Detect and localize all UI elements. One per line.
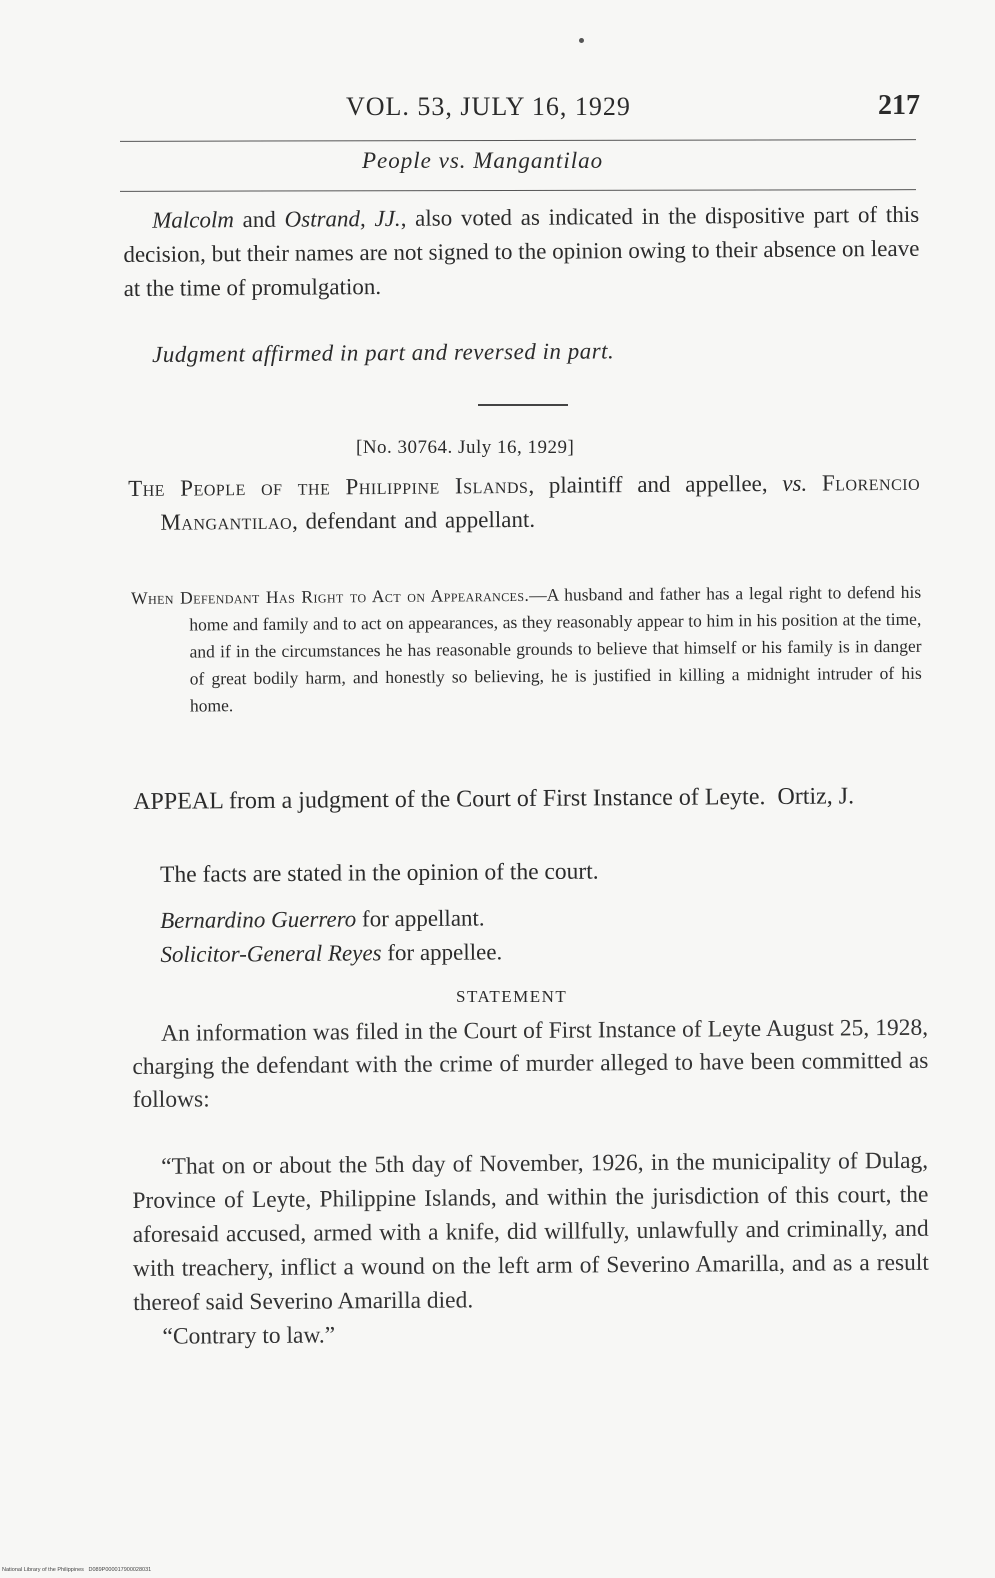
header-rule-top	[120, 139, 916, 142]
conjunction: and	[233, 206, 285, 233]
scan-code: D089P000017900028031	[88, 1567, 152, 1573]
statement-intro	[132, 1012, 929, 1117]
justice-name: Ostrand, JJ.	[284, 205, 401, 232]
appellant-counsel-name: Bernardino Guerrero	[160, 906, 357, 933]
syllabus	[131, 579, 922, 720]
quote-closing: “Contrary to law.”	[162, 1322, 336, 1350]
syllabus-text: —A husband and father has a legal right to defend his home and family and to act on appearances, as they reasonably appear to him in his position at the time, and if in the circumstances he has reasonable grounds to believe that himself or his family is in danger of great bodily harm, and honestly so believing, he is justified in killing a midnight intruder of his home.	[189, 581, 922, 716]
section-divider	[478, 404, 568, 406]
judgment-line: Judgment affirmed in part and reversed in part.	[152, 338, 615, 367]
appellant-counsel-role: for appellant.	[356, 905, 485, 932]
running-head	[120, 90, 920, 130]
plaintiff-name: The People of the Philippine Islands	[128, 472, 529, 501]
defendant-role: , defendant and appellant.	[292, 506, 536, 534]
information-quote	[132, 1144, 930, 1354]
case-number: [No. 30764. July 16, 1929]	[356, 437, 575, 458]
page-number: 217	[878, 90, 920, 121]
facts-line: The facts are stated in the opinion of the court.	[160, 858, 599, 888]
previous-case-text: , also voted as indicated in the dispositive part of this decision, but their names are not signed to the opinion owing to their absence on leave at the time of promulgation.	[123, 201, 920, 301]
running-title: VOL. 53, JULY 16, 1929	[346, 92, 631, 121]
plaintiff-role: , plaintiff and appellee,	[528, 470, 783, 498]
versus: vs.	[782, 470, 808, 496]
counsel-appellant	[160, 901, 502, 938]
case-caption: People vs. Mangantilao	[362, 148, 604, 173]
counsel	[160, 901, 502, 972]
appeal-line	[133, 779, 925, 819]
header-rule-bottom	[120, 189, 916, 192]
statement-heading: STATEMENT	[456, 987, 568, 1006]
appellee-counsel-name: Solicitor-General Reyes	[160, 940, 382, 967]
library-name: National Library of the Philippines	[2, 1567, 84, 1573]
counsel-appellee	[160, 935, 502, 972]
syllabus-heading: When Defendant Has Right to Act on Appearances.	[131, 584, 530, 608]
case-parties	[128, 466, 921, 540]
statement-intro-paragraph: An information was filed in the Court of First Instance of Leyte August 25, 1928, charging the defendant with the crime of murder alleged to have been committed as follows:	[132, 1014, 929, 1113]
justice-name: Malcolm	[152, 207, 234, 233]
scan-footer	[2, 1567, 151, 1573]
quote-paragraph: “That on or about the 5th day of November, 1926, in the municipality of Dulag, Province of Leyte, Philippine Islands, and within the jurisdiction of this court, the aforesaid accused, armed with a knife, did willfully, unlawfully and criminally, and with treachery, inflict a wound on the left arm of Severino Amarilla, and as a result thereof said Severino Amarilla died.	[132, 1147, 930, 1316]
appeal-text: APPEAL from a judgment of the Court of First Instance of Leyte.	[133, 784, 766, 815]
previous-case-note	[123, 198, 920, 306]
appellee-counsel-role: for appellee.	[381, 939, 503, 966]
print-speck	[579, 38, 584, 43]
defendant-name: Florencio Mangantilao	[160, 469, 921, 535]
trial-judge: Ortiz, J.	[777, 783, 855, 810]
